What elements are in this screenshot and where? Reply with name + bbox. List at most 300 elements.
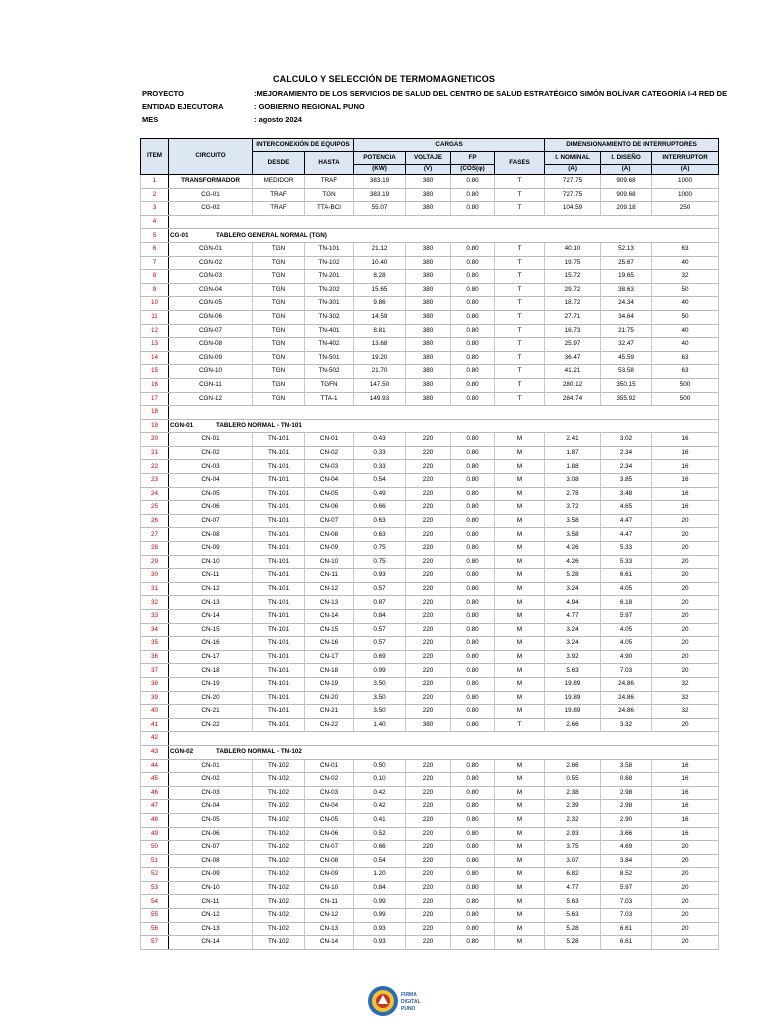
cell-breaker-rating: 16	[652, 474, 719, 488]
cell-nominal-current: 2.86	[545, 759, 601, 773]
cell-power: 0.52	[354, 827, 406, 841]
cell-to: CN-09	[305, 542, 354, 556]
cell-phases: T	[495, 378, 545, 392]
cell-circuit: CN-08	[169, 528, 253, 542]
cell-from: TN-102	[253, 922, 305, 936]
cell-from: TN-101	[253, 664, 305, 678]
cell-voltage: 380	[406, 365, 451, 379]
cell-nominal-current: 3.58	[545, 528, 601, 542]
table-row	[141, 242, 719, 256]
item-number: 56	[141, 922, 169, 936]
cell-power: 0.57	[354, 582, 406, 596]
table-row	[141, 283, 719, 297]
item-number: 13	[141, 338, 169, 352]
cell-nominal-current: 2.38	[545, 786, 601, 800]
cell-power: 1.40	[354, 718, 406, 732]
cell-circuit: CGN-09	[169, 351, 253, 365]
cell-power: 0.99	[354, 909, 406, 923]
cell-voltage: 220	[406, 786, 451, 800]
cell-design-current: 38.63	[601, 283, 652, 297]
item-number: 54	[141, 895, 169, 909]
cell-from: TN-102	[253, 854, 305, 868]
cell-from: TN-101	[253, 677, 305, 691]
cell-voltage: 220	[406, 922, 451, 936]
cell-design-current: 5.97	[601, 881, 652, 895]
table-row	[141, 270, 719, 284]
section-header	[169, 745, 719, 759]
cell-circuit: CN-01	[169, 433, 253, 447]
cell-voltage: 220	[406, 487, 451, 501]
cell-from: TN-102	[253, 881, 305, 895]
cell-breaker-rating: 20	[652, 841, 719, 855]
cell-to: TGN	[305, 188, 354, 202]
cell-circuit: CN-06	[169, 827, 253, 841]
cell-power: 0.66	[354, 841, 406, 855]
cell-power-factor: 0.80	[451, 582, 495, 596]
cell-from: TN-101	[253, 474, 305, 488]
cell-power-factor: 0.80	[451, 378, 495, 392]
cell-voltage: 380	[406, 351, 451, 365]
cell-voltage: 220	[406, 569, 451, 583]
cell-power: 0.42	[354, 786, 406, 800]
cell-power: 8.28	[354, 270, 406, 284]
item-number: 14	[141, 351, 169, 365]
cell-to: CN-03	[305, 786, 354, 800]
badge-line2: DIGITAL	[401, 999, 421, 1005]
cell-to: CN-18	[305, 664, 354, 678]
cell-design-current: 25.67	[601, 256, 652, 270]
cell-breaker-rating: 32	[652, 677, 719, 691]
cell-phases: M	[495, 881, 545, 895]
cell-from: TGN	[253, 324, 305, 338]
table-row	[141, 623, 719, 637]
cell-circuit: CN-09	[169, 868, 253, 882]
cell-design-current: 5.33	[601, 555, 652, 569]
cell-from: TN-102	[253, 841, 305, 855]
page-title: CALCULO Y SELECCIÓN DE TERMOMAGNETICOS	[273, 74, 495, 84]
table-row	[141, 718, 719, 732]
cell-to: CN-15	[305, 623, 354, 637]
cell-phases: M	[495, 569, 545, 583]
table-row	[141, 542, 719, 556]
cell-to: TN-502	[305, 365, 354, 379]
cell-power-factor: 0.80	[451, 460, 495, 474]
cell-to: CN-16	[305, 637, 354, 651]
cell-nominal-current: 284.74	[545, 392, 601, 406]
cell-to: CN-04	[305, 474, 354, 488]
cell-breaker-rating: 20	[652, 528, 719, 542]
cell-phases: M	[495, 936, 545, 950]
cell-voltage: 220	[406, 528, 451, 542]
blank-row	[141, 215, 719, 229]
meta-value: :MEJORAMIENTO DE LOS SERVICIOS DE SALUD DEL CENTRO DE SALUD ESTRATÉGICO SIMÓN BOLÍVAR CATEGORÍA I-4 RED DE	[254, 89, 728, 98]
cell-nominal-current: 3.24	[545, 623, 601, 637]
header-inominal-unit: (A)	[545, 165, 601, 175]
cell-power-factor: 0.80	[451, 705, 495, 719]
table-row	[141, 514, 719, 528]
cell-from: TN-101	[253, 501, 305, 515]
cell-voltage: 220	[406, 827, 451, 841]
cell-breaker-rating: 20	[652, 542, 719, 556]
item-number: 22	[141, 460, 169, 474]
cell-voltage: 220	[406, 501, 451, 515]
cell-power-factor: 0.80	[451, 514, 495, 528]
cell-phases: T	[495, 351, 545, 365]
cell-voltage: 380	[406, 324, 451, 338]
cell-to: CN-02	[305, 446, 354, 460]
cell-to: CN-10	[305, 881, 354, 895]
header-voltaje-unit: (V)	[406, 165, 451, 175]
table-row	[141, 528, 719, 542]
cell-voltage: 220	[406, 909, 451, 923]
table-row	[141, 664, 719, 678]
cell-from: TGN	[253, 392, 305, 406]
cell-from: TN-101	[253, 691, 305, 705]
item-number: 2	[141, 188, 169, 202]
cell-circuit: CN-21	[169, 705, 253, 719]
cell-to: CN-21	[305, 705, 354, 719]
cell-circuit: CGN-04	[169, 283, 253, 297]
item-number: 39	[141, 691, 169, 705]
cell-breaker-rating: 20	[652, 555, 719, 569]
cell-power: 0.69	[354, 650, 406, 664]
cell-from: TN-101	[253, 705, 305, 719]
cell-to: CN-14	[305, 610, 354, 624]
cell-power-factor: 0.80	[451, 800, 495, 814]
cell-to: CN-05	[305, 487, 354, 501]
cell-power: 3.50	[354, 705, 406, 719]
cell-phases: M	[495, 596, 545, 610]
cell-design-current: 2.90	[601, 813, 652, 827]
table-row	[141, 936, 719, 950]
cell-circuit: CGN-07	[169, 324, 253, 338]
item-number: 29	[141, 555, 169, 569]
cell-from: TGN	[253, 378, 305, 392]
item-number: 34	[141, 623, 169, 637]
cell-phases: T	[495, 242, 545, 256]
cell-power-factor: 0.80	[451, 881, 495, 895]
cell-phases: M	[495, 664, 545, 678]
cell-breaker-rating: 63	[652, 351, 719, 365]
cell-circuit: CGN-05	[169, 297, 253, 311]
cell-power-factor: 0.80	[451, 569, 495, 583]
cell-circuit: CGN-01	[169, 242, 253, 256]
cell-phases: M	[495, 460, 545, 474]
cell-from: TGN	[253, 338, 305, 352]
cell-breaker-rating: 32	[652, 705, 719, 719]
cell-breaker-rating: 40	[652, 324, 719, 338]
cell-power: 21.70	[354, 365, 406, 379]
cell-to: CN-07	[305, 841, 354, 855]
table-row	[141, 474, 719, 488]
cell-design-current: 7.03	[601, 895, 652, 909]
cell-voltage: 380	[406, 338, 451, 352]
table-row	[141, 460, 719, 474]
blank-cell	[169, 406, 719, 420]
cell-circuit: CGN-12	[169, 392, 253, 406]
cell-design-current: 4.05	[601, 623, 652, 637]
section-header	[169, 419, 719, 433]
item-number: 47	[141, 800, 169, 814]
cell-power-factor: 0.80	[451, 623, 495, 637]
cell-circuit: CN-05	[169, 487, 253, 501]
cell-phases: M	[495, 691, 545, 705]
cell-to: CN-09	[305, 868, 354, 882]
cell-circuit: CN-03	[169, 786, 253, 800]
section-header-row	[141, 745, 719, 759]
header-circuito: CIRCUITO	[169, 139, 253, 175]
cell-nominal-current: 41.21	[545, 365, 601, 379]
cell-phases: M	[495, 786, 545, 800]
cell-power: 0.50	[354, 759, 406, 773]
cell-power: 14.59	[354, 310, 406, 324]
cell-design-current: 4.69	[601, 841, 652, 855]
section-label: TABLERO NORMAL - TN-101	[216, 421, 302, 429]
cell-power: 55.07	[354, 202, 406, 216]
cell-voltage: 220	[406, 677, 451, 691]
cell-power-factor: 0.80	[451, 542, 495, 556]
cell-breaker-rating: 1000	[652, 175, 719, 189]
cell-power-factor: 0.80	[451, 936, 495, 950]
cell-voltage: 220	[406, 446, 451, 460]
cell-circuit: CN-17	[169, 650, 253, 664]
cell-circuit: CN-13	[169, 922, 253, 936]
cell-nominal-current: 4.26	[545, 542, 601, 556]
cell-phases: M	[495, 677, 545, 691]
cell-circuit: CGN-06	[169, 310, 253, 324]
cell-from: TN-102	[253, 813, 305, 827]
cell-design-current: 52.13	[601, 242, 652, 256]
meta-label: MES	[142, 115, 159, 124]
item-number: 40	[141, 705, 169, 719]
item-number: 41	[141, 718, 169, 732]
cell-power-factor: 0.80	[451, 718, 495, 732]
cell-circuit: CN-02	[169, 446, 253, 460]
cell-from: TN-102	[253, 786, 305, 800]
cell-from: TN-101	[253, 542, 305, 556]
cell-phases: M	[495, 827, 545, 841]
cell-from: TGN	[253, 297, 305, 311]
cell-nominal-current: 2.39	[545, 800, 601, 814]
cell-design-current: 6.61	[601, 569, 652, 583]
cell-phases: M	[495, 841, 545, 855]
cell-power-factor: 0.80	[451, 895, 495, 909]
cell-design-current: 3.58	[601, 759, 652, 773]
item-number: 33	[141, 610, 169, 624]
item-number: 11	[141, 310, 169, 324]
cell-power-factor: 0.80	[451, 786, 495, 800]
cell-from: TN-102	[253, 936, 305, 950]
cell-design-current: 6.61	[601, 922, 652, 936]
cell-to: CN-20	[305, 691, 354, 705]
cell-to: CN-01	[305, 433, 354, 447]
cell-from: TN-101	[253, 582, 305, 596]
item-number: 20	[141, 433, 169, 447]
cell-design-current: 21.75	[601, 324, 652, 338]
cell-power: 0.57	[354, 623, 406, 637]
cell-nominal-current: 3.24	[545, 582, 601, 596]
cell-from: TN-102	[253, 895, 305, 909]
table-row	[141, 895, 719, 909]
item-number: 32	[141, 596, 169, 610]
cell-voltage: 380	[406, 175, 451, 189]
cell-phases: T	[495, 297, 545, 311]
cell-power-factor: 0.80	[451, 827, 495, 841]
cell-design-current: 4.05	[601, 582, 652, 596]
cell-from: TGN	[253, 242, 305, 256]
cell-voltage: 220	[406, 596, 451, 610]
cell-breaker-rating: 20	[652, 854, 719, 868]
cell-nominal-current: 1.87	[545, 446, 601, 460]
header-interruptor: INTERRUPTOR	[652, 152, 719, 165]
cell-power: 0.75	[354, 542, 406, 556]
cell-nominal-current: 3.58	[545, 514, 601, 528]
cell-from: TGN	[253, 256, 305, 270]
cell-phases: M	[495, 854, 545, 868]
cell-power-factor: 0.80	[451, 813, 495, 827]
item-number: 37	[141, 664, 169, 678]
cell-to: CN-12	[305, 909, 354, 923]
cell-voltage: 220	[406, 474, 451, 488]
cell-breaker-rating: 16	[652, 487, 719, 501]
cell-power-factor: 0.80	[451, 365, 495, 379]
cell-power: 19.20	[354, 351, 406, 365]
cell-circuit: CGN-02	[169, 256, 253, 270]
badge-line1: FIRMA	[401, 992, 417, 998]
item-number: 10	[141, 297, 169, 311]
cell-breaker-rating: 16	[652, 759, 719, 773]
cell-circuit: CN-16	[169, 637, 253, 651]
cell-nominal-current: 4.77	[545, 881, 601, 895]
cell-breaker-rating: 20	[652, 596, 719, 610]
cell-to: TN-401	[305, 324, 354, 338]
cell-breaker-rating: 63	[652, 242, 719, 256]
cell-circuit: CN-11	[169, 569, 253, 583]
cell-power: 0.54	[354, 854, 406, 868]
cell-power: 0.63	[354, 528, 406, 542]
table-row	[141, 881, 719, 895]
cell-voltage: 380	[406, 297, 451, 311]
cell-phases: M	[495, 487, 545, 501]
header-potencia-unit: (KW)	[354, 165, 406, 175]
cell-design-current: 4.47	[601, 514, 652, 528]
cell-design-current: 8.52	[601, 868, 652, 882]
cell-power: 13.68	[354, 338, 406, 352]
cell-nominal-current: 3.92	[545, 650, 601, 664]
item-number: 17	[141, 392, 169, 406]
cell-power: 383.19	[354, 188, 406, 202]
cell-power-factor: 0.80	[451, 188, 495, 202]
cell-design-current: 3.84	[601, 854, 652, 868]
cell-power: 3.50	[354, 677, 406, 691]
meta-value: : GOBIERNO REGIONAL PUNO	[254, 102, 365, 111]
cell-power: 0.93	[354, 569, 406, 583]
cell-voltage: 380	[406, 202, 451, 216]
table-row	[141, 582, 719, 596]
cell-circuit: CN-12	[169, 582, 253, 596]
cell-design-current: 24.86	[601, 677, 652, 691]
cell-circuit: CN-08	[169, 854, 253, 868]
cell-to: TN-201	[305, 270, 354, 284]
item-number: 25	[141, 501, 169, 515]
item-number: 21	[141, 446, 169, 460]
cell-circuit: CN-02	[169, 773, 253, 787]
cell-to: TGFN	[305, 378, 354, 392]
cell-voltage: 380	[406, 310, 451, 324]
cell-from: TN-101	[253, 623, 305, 637]
cell-power: 0.99	[354, 895, 406, 909]
cell-power: 0.41	[354, 813, 406, 827]
cell-voltage: 380	[406, 256, 451, 270]
cell-design-current: 4.47	[601, 528, 652, 542]
item-number: 28	[141, 542, 169, 556]
item-number: 45	[141, 773, 169, 787]
table-row	[141, 773, 719, 787]
cell-power-factor: 0.80	[451, 528, 495, 542]
cell-from: TN-102	[253, 868, 305, 882]
cell-power-factor: 0.80	[451, 691, 495, 705]
section-code: CG-01	[170, 231, 189, 239]
table-row	[141, 310, 719, 324]
table-row	[141, 705, 719, 719]
cell-power: 0.84	[354, 881, 406, 895]
cell-phases: M	[495, 800, 545, 814]
item-number: 5	[141, 229, 169, 243]
cell-nominal-current: 727.75	[545, 188, 601, 202]
header-potencia: POTENCIA	[354, 152, 406, 165]
item-number: 42	[141, 732, 169, 746]
item-number: 4	[141, 215, 169, 229]
table-row	[141, 501, 719, 515]
cell-nominal-current: 2.93	[545, 827, 601, 841]
cell-circuit: CN-04	[169, 800, 253, 814]
cell-power-factor: 0.80	[451, 555, 495, 569]
table-row	[141, 175, 719, 189]
cell-circuit: CN-01	[169, 759, 253, 773]
cell-power-factor: 0.80	[451, 854, 495, 868]
cell-nominal-current: 5.28	[545, 569, 601, 583]
cell-power: 15.65	[354, 283, 406, 297]
cell-nominal-current: 40.10	[545, 242, 601, 256]
cell-power: 0.75	[354, 555, 406, 569]
cell-from: TN-101	[253, 555, 305, 569]
cell-power-factor: 0.80	[451, 351, 495, 365]
cell-to: TN-202	[305, 283, 354, 297]
table-row	[141, 433, 719, 447]
cell-power-factor: 0.80	[451, 392, 495, 406]
item-number: 26	[141, 514, 169, 528]
header-interruptor-unit: (A)	[652, 165, 719, 175]
cell-breaker-rating: 20	[652, 936, 719, 950]
cell-circuit: CN-07	[169, 841, 253, 855]
item-number: 12	[141, 324, 169, 338]
cell-power-factor: 0.80	[451, 650, 495, 664]
cell-design-current: 6.18	[601, 596, 652, 610]
cell-phases: M	[495, 895, 545, 909]
cell-voltage: 220	[406, 433, 451, 447]
header-idiseno: I. DISEÑO	[601, 152, 652, 165]
cell-phases: M	[495, 637, 545, 651]
cell-power-factor: 0.80	[451, 909, 495, 923]
cell-nominal-current: 5.28	[545, 922, 601, 936]
cell-breaker-rating: 20	[652, 514, 719, 528]
cell-from: TN-101	[253, 514, 305, 528]
cell-design-current: 909.68	[601, 175, 652, 189]
cell-nominal-current: 104.59	[545, 202, 601, 216]
cell-power-factor: 0.80	[451, 175, 495, 189]
cell-nominal-current: 4.26	[545, 555, 601, 569]
table-row	[141, 351, 719, 365]
